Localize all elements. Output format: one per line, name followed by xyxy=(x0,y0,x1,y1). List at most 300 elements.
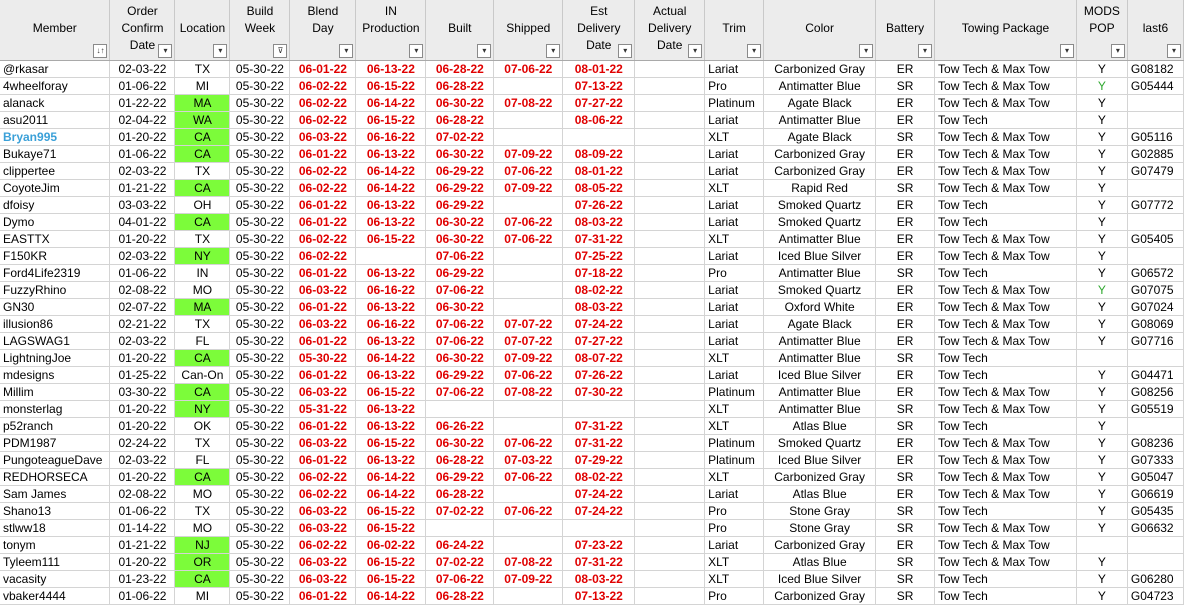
actual-delivery-cell[interactable] xyxy=(635,299,705,316)
member-cell[interactable]: LightningJoe xyxy=(0,350,110,367)
build-week-cell[interactable]: 05-30-22 xyxy=(230,78,290,95)
in-production-cell[interactable]: 06-13-22 xyxy=(356,401,426,418)
built-cell[interactable]: 06-30-22 xyxy=(426,231,494,248)
mods-pop-cell[interactable]: Y xyxy=(1076,265,1127,282)
member-cell[interactable]: 4wheelforay xyxy=(0,78,110,95)
location-cell[interactable]: CA xyxy=(175,350,230,367)
shipped-cell[interactable] xyxy=(494,299,563,316)
blend-day-cell[interactable]: 06-01-22 xyxy=(290,333,356,350)
confirm-date-cell[interactable]: 01-22-22 xyxy=(110,95,175,112)
color-cell[interactable]: Stone Gray xyxy=(764,503,876,520)
shipped-cell[interactable]: 07-06-22 xyxy=(494,61,563,78)
shipped-cell[interactable] xyxy=(494,418,563,435)
trim-cell[interactable]: Platinum xyxy=(705,384,764,401)
in-production-cell[interactable]: 06-16-22 xyxy=(356,282,426,299)
shipped-cell[interactable]: 07-09-22 xyxy=(494,571,563,588)
blend-day-cell[interactable]: 06-01-22 xyxy=(290,299,356,316)
shipped-cell[interactable] xyxy=(494,197,563,214)
in-production-cell[interactable]: 06-13-22 xyxy=(356,299,426,316)
towing-package-cell[interactable]: Tow Tech & Max Tow xyxy=(935,129,1077,146)
battery-cell[interactable]: SR xyxy=(876,520,935,537)
mods-pop-cell[interactable]: Y xyxy=(1076,384,1127,401)
location-cell[interactable]: OK xyxy=(175,418,230,435)
location-cell[interactable]: CA xyxy=(175,384,230,401)
mods-pop-cell[interactable]: Y xyxy=(1076,112,1127,129)
confirm-date-cell[interactable]: 02-03-22 xyxy=(110,452,175,469)
in-production-cell[interactable] xyxy=(356,248,426,265)
location-cell[interactable]: TX xyxy=(175,316,230,333)
trim-cell[interactable]: XLT xyxy=(705,571,764,588)
est-delivery-cell[interactable]: 07-18-22 xyxy=(563,265,635,282)
column-header[interactable] xyxy=(175,0,230,61)
trim-cell[interactable]: Platinum xyxy=(705,452,764,469)
est-delivery-cell[interactable]: 07-30-22 xyxy=(563,384,635,401)
battery-cell[interactable]: SR xyxy=(876,180,935,197)
actual-delivery-cell[interactable] xyxy=(635,333,705,350)
column-header[interactable] xyxy=(0,0,110,61)
shipped-cell[interactable]: 07-09-22 xyxy=(494,350,563,367)
build-week-cell[interactable]: 05-30-22 xyxy=(230,571,290,588)
build-week-cell[interactable]: 05-30-22 xyxy=(230,316,290,333)
location-cell[interactable]: IN xyxy=(175,265,230,282)
location-cell[interactable]: CA xyxy=(175,214,230,231)
actual-delivery-cell[interactable] xyxy=(635,316,705,333)
actual-delivery-cell[interactable] xyxy=(635,418,705,435)
build-week-cell[interactable]: 05-30-22 xyxy=(230,452,290,469)
mods-pop-cell[interactable]: Y xyxy=(1076,520,1127,537)
confirm-date-cell[interactable]: 02-24-22 xyxy=(110,435,175,452)
actual-delivery-cell[interactable] xyxy=(635,350,705,367)
color-cell[interactable]: Rapid Red xyxy=(764,180,876,197)
last6-cell[interactable] xyxy=(1127,95,1183,112)
built-cell[interactable]: 06-29-22 xyxy=(426,265,494,282)
in-production-cell[interactable]: 06-14-22 xyxy=(356,350,426,367)
blend-day-cell[interactable]: 06-02-22 xyxy=(290,486,356,503)
battery-cell[interactable]: ER xyxy=(876,299,935,316)
blend-day-cell[interactable]: 06-01-22 xyxy=(290,61,356,78)
color-cell[interactable]: Carbonized Gray xyxy=(764,588,876,605)
towing-package-cell[interactable]: Tow Tech xyxy=(935,197,1077,214)
towing-package-cell[interactable]: Tow Tech & Max Tow xyxy=(935,95,1077,112)
location-cell[interactable]: TX xyxy=(175,435,230,452)
towing-package-cell[interactable]: Tow Tech & Max Tow xyxy=(935,554,1077,571)
towing-package-cell[interactable]: Tow Tech xyxy=(935,503,1077,520)
color-cell[interactable]: Iced Blue Silver xyxy=(764,571,876,588)
member-cell[interactable]: dfoisy xyxy=(0,197,110,214)
last6-cell[interactable] xyxy=(1127,350,1183,367)
confirm-date-cell[interactable]: 03-30-22 xyxy=(110,384,175,401)
blend-day-cell[interactable]: 06-02-22 xyxy=(290,95,356,112)
filter-active-icon[interactable]: ⊽ xyxy=(273,44,287,58)
blend-day-cell[interactable]: 06-02-22 xyxy=(290,112,356,129)
column-header[interactable] xyxy=(356,0,426,61)
mods-pop-cell[interactable]: Y xyxy=(1076,197,1127,214)
blend-day-cell[interactable]: 06-03-22 xyxy=(290,520,356,537)
member-cell[interactable]: LAGSWAG1 xyxy=(0,333,110,350)
location-cell[interactable]: MI xyxy=(175,78,230,95)
shipped-cell[interactable] xyxy=(494,78,563,95)
blend-day-cell[interactable]: 06-01-22 xyxy=(290,265,356,282)
trim-cell[interactable]: Lariat xyxy=(705,316,764,333)
color-cell[interactable]: Iced Blue Silver xyxy=(764,452,876,469)
blend-day-cell[interactable]: 06-02-22 xyxy=(290,180,356,197)
mods-pop-cell[interactable]: Y xyxy=(1076,401,1127,418)
trim-cell[interactable]: Lariat xyxy=(705,61,764,78)
battery-cell[interactable]: SR xyxy=(876,554,935,571)
confirm-date-cell[interactable]: 01-21-22 xyxy=(110,537,175,554)
built-cell[interactable]: 06-30-22 xyxy=(426,95,494,112)
actual-delivery-cell[interactable] xyxy=(635,452,705,469)
towing-package-cell[interactable]: Tow Tech xyxy=(935,214,1077,231)
last6-cell[interactable]: G07024 xyxy=(1127,299,1183,316)
mods-pop-cell[interactable]: Y xyxy=(1076,571,1127,588)
build-week-cell[interactable]: 05-30-22 xyxy=(230,588,290,605)
mods-pop-cell[interactable]: Y xyxy=(1076,180,1127,197)
color-cell[interactable]: Antimatter Blue xyxy=(764,350,876,367)
actual-delivery-cell[interactable] xyxy=(635,435,705,452)
mods-pop-cell[interactable]: Y xyxy=(1076,435,1127,452)
member-cell[interactable]: Tyleem111 xyxy=(0,554,110,571)
confirm-date-cell[interactable]: 01-20-22 xyxy=(110,554,175,571)
battery-cell[interactable]: ER xyxy=(876,112,935,129)
column-header[interactable] xyxy=(876,0,935,61)
towing-package-cell[interactable]: Tow Tech & Max Tow xyxy=(935,520,1077,537)
towing-package-cell[interactable]: Tow Tech & Max Tow xyxy=(935,401,1077,418)
built-cell[interactable]: 07-06-22 xyxy=(426,571,494,588)
last6-cell[interactable]: G06572 xyxy=(1127,265,1183,282)
shipped-cell[interactable]: 07-08-22 xyxy=(494,384,563,401)
blend-day-cell[interactable]: 06-02-22 xyxy=(290,231,356,248)
member-cell[interactable]: EASTTX xyxy=(0,231,110,248)
member-cell[interactable]: F150KR xyxy=(0,248,110,265)
built-cell[interactable]: 06-29-22 xyxy=(426,180,494,197)
last6-cell[interactable]: G08182 xyxy=(1127,61,1183,78)
color-cell[interactable]: Atlas Blue xyxy=(764,486,876,503)
member-cell[interactable]: mdesigns xyxy=(0,367,110,384)
towing-package-cell[interactable]: Tow Tech & Max Tow xyxy=(935,469,1077,486)
est-delivery-cell[interactable]: 08-05-22 xyxy=(563,180,635,197)
confirm-date-cell[interactable]: 02-07-22 xyxy=(110,299,175,316)
last6-cell[interactable]: G06280 xyxy=(1127,571,1183,588)
battery-cell[interactable]: SR xyxy=(876,503,935,520)
blend-day-cell[interactable]: 06-01-22 xyxy=(290,214,356,231)
location-cell[interactable]: NY xyxy=(175,401,230,418)
shipped-cell[interactable] xyxy=(494,537,563,554)
color-cell[interactable]: Antimatter Blue xyxy=(764,384,876,401)
mods-pop-cell[interactable]: Y xyxy=(1076,486,1127,503)
confirm-date-cell[interactable]: 02-03-22 xyxy=(110,163,175,180)
dropdown-icon[interactable]: ▾ xyxy=(213,44,227,58)
blend-day-cell[interactable]: 06-02-22 xyxy=(290,469,356,486)
shipped-cell[interactable]: 07-09-22 xyxy=(494,146,563,163)
built-cell[interactable]: 06-29-22 xyxy=(426,469,494,486)
confirm-date-cell[interactable]: 01-23-22 xyxy=(110,571,175,588)
built-cell[interactable]: 06-29-22 xyxy=(426,197,494,214)
blend-day-cell[interactable]: 06-03-22 xyxy=(290,503,356,520)
blend-day-cell[interactable]: 05-31-22 xyxy=(290,401,356,418)
confirm-date-cell[interactable]: 01-06-22 xyxy=(110,146,175,163)
trim-cell[interactable]: Platinum xyxy=(705,435,764,452)
blend-day-cell[interactable]: 06-01-22 xyxy=(290,588,356,605)
trim-cell[interactable]: Lariat xyxy=(705,486,764,503)
dropdown-icon[interactable]: ▾ xyxy=(1111,44,1125,58)
towing-package-cell[interactable]: Tow Tech & Max Tow xyxy=(935,486,1077,503)
actual-delivery-cell[interactable] xyxy=(635,214,705,231)
build-week-cell[interactable]: 05-30-22 xyxy=(230,333,290,350)
actual-delivery-cell[interactable] xyxy=(635,95,705,112)
color-cell[interactable]: Carbonized Gray xyxy=(764,537,876,554)
trim-cell[interactable]: XLT xyxy=(705,350,764,367)
location-cell[interactable]: CA xyxy=(175,571,230,588)
in-production-cell[interactable]: 06-14-22 xyxy=(356,469,426,486)
actual-delivery-cell[interactable] xyxy=(635,146,705,163)
confirm-date-cell[interactable]: 02-21-22 xyxy=(110,316,175,333)
in-production-cell[interactable]: 06-15-22 xyxy=(356,520,426,537)
actual-delivery-cell[interactable] xyxy=(635,197,705,214)
mods-pop-cell[interactable]: Y xyxy=(1076,248,1127,265)
towing-package-cell[interactable]: Tow Tech xyxy=(935,367,1077,384)
in-production-cell[interactable]: 06-13-22 xyxy=(356,333,426,350)
build-week-cell[interactable]: 05-30-22 xyxy=(230,469,290,486)
est-delivery-cell[interactable]: 08-01-22 xyxy=(563,163,635,180)
color-cell[interactable]: Agate Black xyxy=(764,316,876,333)
built-cell[interactable]: 07-06-22 xyxy=(426,248,494,265)
towing-package-cell[interactable]: Tow Tech & Max Tow xyxy=(935,282,1077,299)
est-delivery-cell[interactable]: 07-27-22 xyxy=(563,95,635,112)
built-cell[interactable]: 06-30-22 xyxy=(426,146,494,163)
location-cell[interactable]: MO xyxy=(175,282,230,299)
shipped-cell[interactable]: 07-06-22 xyxy=(494,469,563,486)
member-cell[interactable]: tonym xyxy=(0,537,110,554)
actual-delivery-cell[interactable] xyxy=(635,571,705,588)
trim-cell[interactable]: Lariat xyxy=(705,299,764,316)
actual-delivery-cell[interactable] xyxy=(635,588,705,605)
color-cell[interactable]: Iced Blue Silver xyxy=(764,248,876,265)
location-cell[interactable]: OR xyxy=(175,554,230,571)
confirm-date-cell[interactable]: 01-06-22 xyxy=(110,503,175,520)
battery-cell[interactable]: ER xyxy=(876,248,935,265)
location-cell[interactable]: CA xyxy=(175,129,230,146)
confirm-date-cell[interactable]: 01-14-22 xyxy=(110,520,175,537)
trim-cell[interactable]: XLT xyxy=(705,469,764,486)
towing-package-cell[interactable]: Tow Tech xyxy=(935,418,1077,435)
location-cell[interactable]: TX xyxy=(175,61,230,78)
est-delivery-cell[interactable]: 07-13-22 xyxy=(563,588,635,605)
confirm-date-cell[interactable]: 01-20-22 xyxy=(110,350,175,367)
color-cell[interactable]: Carbonized Gray xyxy=(764,146,876,163)
in-production-cell[interactable]: 06-13-22 xyxy=(356,214,426,231)
battery-cell[interactable]: ER xyxy=(876,537,935,554)
towing-package-cell[interactable]: Tow Tech & Max Tow xyxy=(935,452,1077,469)
shipped-cell[interactable] xyxy=(494,248,563,265)
color-cell[interactable]: Smoked Quartz xyxy=(764,435,876,452)
in-production-cell[interactable]: 06-14-22 xyxy=(356,163,426,180)
built-cell[interactable]: 07-02-22 xyxy=(426,554,494,571)
mods-pop-cell[interactable]: Y xyxy=(1076,231,1127,248)
last6-cell[interactable] xyxy=(1127,537,1183,554)
shipped-cell[interactable] xyxy=(494,520,563,537)
est-delivery-cell[interactable]: 07-13-22 xyxy=(563,78,635,95)
battery-cell[interactable]: ER xyxy=(876,435,935,452)
in-production-cell[interactable]: 06-15-22 xyxy=(356,554,426,571)
trim-cell[interactable]: Lariat xyxy=(705,214,764,231)
blend-day-cell[interactable]: 06-03-22 xyxy=(290,129,356,146)
trim-cell[interactable]: Lariat xyxy=(705,367,764,384)
confirm-date-cell[interactable]: 01-20-22 xyxy=(110,231,175,248)
towing-package-cell[interactable]: Tow Tech & Max Tow xyxy=(935,146,1077,163)
battery-cell[interactable]: SR xyxy=(876,469,935,486)
confirm-date-cell[interactable]: 01-25-22 xyxy=(110,367,175,384)
member-cell[interactable]: REDHORSECA xyxy=(0,469,110,486)
build-week-cell[interactable]: 05-30-22 xyxy=(230,231,290,248)
build-week-cell[interactable]: 05-30-22 xyxy=(230,180,290,197)
build-week-cell[interactable]: 05-30-22 xyxy=(230,384,290,401)
last6-cell[interactable]: G02885 xyxy=(1127,146,1183,163)
column-header[interactable] xyxy=(230,0,290,61)
actual-delivery-cell[interactable] xyxy=(635,384,705,401)
towing-package-cell[interactable]: Tow Tech & Max Tow xyxy=(935,435,1077,452)
color-cell[interactable]: Carbonized Gray xyxy=(764,61,876,78)
built-cell[interactable]: 07-06-22 xyxy=(426,333,494,350)
confirm-date-cell[interactable]: 04-01-22 xyxy=(110,214,175,231)
blend-day-cell[interactable]: 06-01-22 xyxy=(290,418,356,435)
in-production-cell[interactable]: 06-13-22 xyxy=(356,61,426,78)
member-cell[interactable]: Shano13 xyxy=(0,503,110,520)
dropdown-icon[interactable]: ▾ xyxy=(546,44,560,58)
in-production-cell[interactable]: 06-14-22 xyxy=(356,180,426,197)
trim-cell[interactable]: Lariat xyxy=(705,537,764,554)
build-week-cell[interactable]: 05-30-22 xyxy=(230,61,290,78)
last6-cell[interactable]: G05435 xyxy=(1127,503,1183,520)
est-delivery-cell[interactable]: 07-31-22 xyxy=(563,418,635,435)
build-week-cell[interactable]: 05-30-22 xyxy=(230,95,290,112)
est-delivery-cell[interactable]: 07-24-22 xyxy=(563,503,635,520)
column-header[interactable] xyxy=(110,0,175,61)
location-cell[interactable]: TX xyxy=(175,503,230,520)
location-cell[interactable]: Can-On xyxy=(175,367,230,384)
est-delivery-cell[interactable]: 08-02-22 xyxy=(563,282,635,299)
member-cell[interactable]: GN30 xyxy=(0,299,110,316)
last6-cell[interactable] xyxy=(1127,418,1183,435)
trim-cell[interactable]: Lariat xyxy=(705,197,764,214)
built-cell[interactable] xyxy=(426,520,494,537)
member-cell[interactable]: asu2011 xyxy=(0,112,110,129)
trim-cell[interactable]: Lariat xyxy=(705,282,764,299)
est-delivery-cell[interactable]: 07-26-22 xyxy=(563,367,635,384)
towing-package-cell[interactable]: Tow Tech & Max Tow xyxy=(935,231,1077,248)
last6-cell[interactable]: G07772 xyxy=(1127,197,1183,214)
built-cell[interactable]: 06-30-22 xyxy=(426,435,494,452)
location-cell[interactable]: CA xyxy=(175,180,230,197)
actual-delivery-cell[interactable] xyxy=(635,401,705,418)
location-cell[interactable]: MA xyxy=(175,299,230,316)
color-cell[interactable]: Antimatter Blue xyxy=(764,231,876,248)
member-cell[interactable]: CoyoteJim xyxy=(0,180,110,197)
blend-day-cell[interactable]: 06-02-22 xyxy=(290,78,356,95)
est-delivery-cell[interactable]: 08-03-22 xyxy=(563,214,635,231)
build-week-cell[interactable]: 05-30-22 xyxy=(230,435,290,452)
built-cell[interactable]: 07-02-22 xyxy=(426,503,494,520)
color-cell[interactable]: Antimatter Blue xyxy=(764,333,876,350)
last6-cell[interactable]: G04471 xyxy=(1127,367,1183,384)
shipped-cell[interactable] xyxy=(494,588,563,605)
in-production-cell[interactable]: 06-13-22 xyxy=(356,146,426,163)
dropdown-icon[interactable]: ▾ xyxy=(618,44,632,58)
member-cell[interactable]: monsterlag xyxy=(0,401,110,418)
in-production-cell[interactable]: 06-13-22 xyxy=(356,367,426,384)
in-production-cell[interactable]: 06-14-22 xyxy=(356,95,426,112)
battery-cell[interactable]: ER xyxy=(876,61,935,78)
in-production-cell[interactable]: 06-15-22 xyxy=(356,384,426,401)
trim-cell[interactable]: Pro xyxy=(705,78,764,95)
shipped-cell[interactable]: 07-06-22 xyxy=(494,503,563,520)
build-week-cell[interactable]: 05-30-22 xyxy=(230,146,290,163)
blend-day-cell[interactable]: 06-03-22 xyxy=(290,384,356,401)
confirm-date-cell[interactable]: 02-04-22 xyxy=(110,112,175,129)
member-cell[interactable]: p52ranch xyxy=(0,418,110,435)
confirm-date-cell[interactable]: 02-03-22 xyxy=(110,248,175,265)
battery-cell[interactable]: SR xyxy=(876,78,935,95)
dropdown-icon[interactable]: ▾ xyxy=(477,44,491,58)
member-cell[interactable]: @rkasar xyxy=(0,61,110,78)
mods-pop-cell[interactable]: Y xyxy=(1076,316,1127,333)
member-cell[interactable]: Millim xyxy=(0,384,110,401)
mods-pop-cell[interactable] xyxy=(1076,537,1127,554)
confirm-date-cell[interactable]: 01-06-22 xyxy=(110,78,175,95)
dropdown-icon[interactable]: ▾ xyxy=(918,44,932,58)
color-cell[interactable]: Atlas Blue xyxy=(764,418,876,435)
est-delivery-cell[interactable]: 07-24-22 xyxy=(563,316,635,333)
column-header[interactable] xyxy=(635,0,705,61)
location-cell[interactable]: NY xyxy=(175,248,230,265)
build-week-cell[interactable]: 05-30-22 xyxy=(230,112,290,129)
in-production-cell[interactable]: 06-14-22 xyxy=(356,588,426,605)
mods-pop-cell[interactable]: Y xyxy=(1076,367,1127,384)
built-cell[interactable]: 06-28-22 xyxy=(426,452,494,469)
shipped-cell[interactable]: 07-06-22 xyxy=(494,231,563,248)
towing-package-cell[interactable]: Tow Tech xyxy=(935,571,1077,588)
color-cell[interactable]: Smoked Quartz xyxy=(764,214,876,231)
shipped-cell[interactable]: 07-06-22 xyxy=(494,435,563,452)
column-header[interactable] xyxy=(426,0,494,61)
dropdown-icon[interactable]: ▾ xyxy=(747,44,761,58)
actual-delivery-cell[interactable] xyxy=(635,265,705,282)
color-cell[interactable]: Stone Gray xyxy=(764,520,876,537)
location-cell[interactable]: CA xyxy=(175,146,230,163)
mods-pop-cell[interactable] xyxy=(1076,350,1127,367)
trim-cell[interactable]: XLT xyxy=(705,554,764,571)
est-delivery-cell[interactable]: 07-31-22 xyxy=(563,231,635,248)
confirm-date-cell[interactable]: 02-08-22 xyxy=(110,486,175,503)
column-header[interactable] xyxy=(290,0,356,61)
last6-cell[interactable]: G07479 xyxy=(1127,163,1183,180)
est-delivery-cell[interactable] xyxy=(563,401,635,418)
dropdown-icon[interactable]: ▾ xyxy=(1060,44,1074,58)
sort-icon[interactable]: ↓↑ xyxy=(93,44,107,58)
column-header[interactable] xyxy=(705,0,764,61)
color-cell[interactable]: Carbonized Gray xyxy=(764,469,876,486)
shipped-cell[interactable] xyxy=(494,129,563,146)
last6-cell[interactable]: G06619 xyxy=(1127,486,1183,503)
location-cell[interactable]: CA xyxy=(175,469,230,486)
battery-cell[interactable]: ER xyxy=(876,333,935,350)
battery-cell[interactable]: ER xyxy=(876,163,935,180)
member-cell[interactable]: PDM1987 xyxy=(0,435,110,452)
trim-cell[interactable]: Lariat xyxy=(705,146,764,163)
built-cell[interactable]: 06-28-22 xyxy=(426,112,494,129)
actual-delivery-cell[interactable] xyxy=(635,231,705,248)
shipped-cell[interactable]: 07-06-22 xyxy=(494,367,563,384)
